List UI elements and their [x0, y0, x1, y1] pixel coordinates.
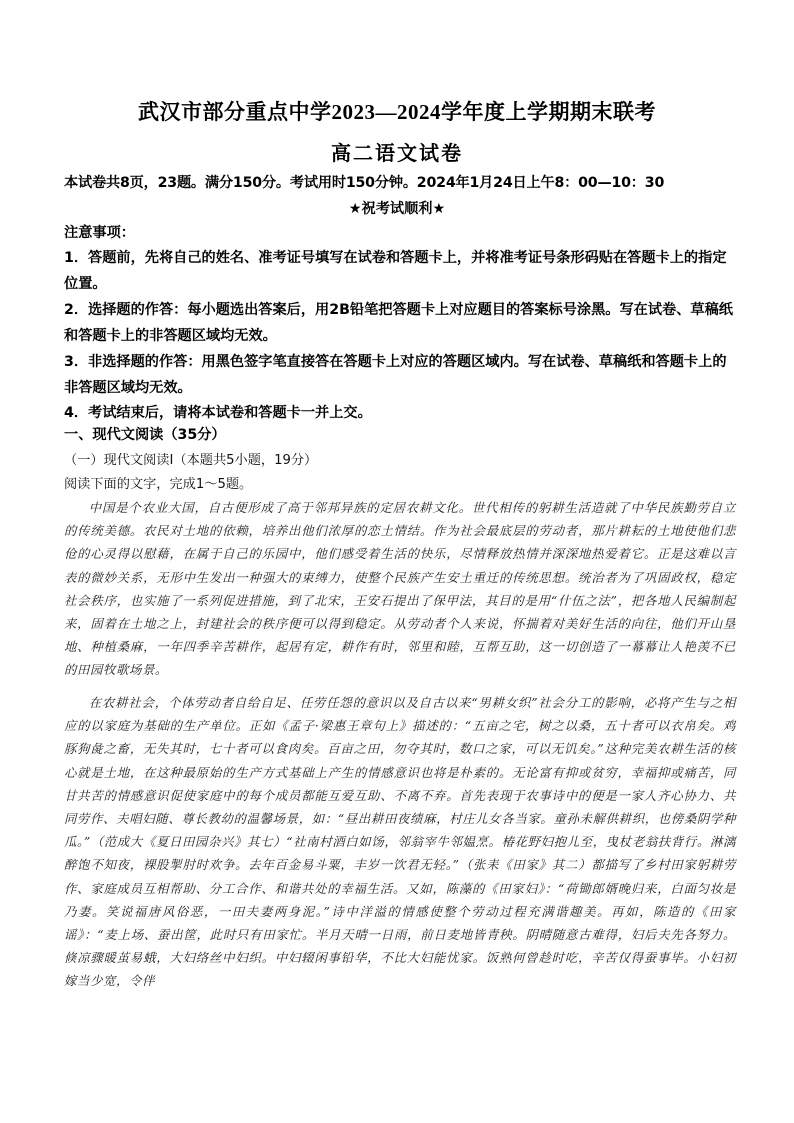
section-heading: 一、现代文阅读（35分）: [64, 427, 226, 443]
section-subheading: （一）现代文阅读Ⅰ（本题共5小题，19分）: [64, 453, 318, 468]
note-item-4: 4．考试结束后，请将本试卷和答题卡一并上交。: [64, 405, 372, 421]
section-instruction: 阅读下面的文字，完成1～5题。: [64, 477, 253, 492]
passage-paragraph-2: 在农耕社会，个体劳动者自给自足、任劳任怨的意识以及自古以来“男耕女织”社会分工的影响，必将产生与之相应的以家庭为基础的生产单位。正如《孟子·梁惠王章句上》描述的：“五亩之宅，树之以桑，五十者可以衣帛矣。鸡豚狗彘之畜，无失其时，七十者可以食肉矣。百亩之田，勿夺其时，数口之家，可以无饥矣。”这种完美农耕生活的核心就是土地，在这种最原始的生产方式基础上产生的情感意识也将是朴素的。无论富有抑或贫穷，幸福抑或痛苦，同甘共苦的情感意识促使家庭中的每个成员都能互爱互助、不离不弃。首先表现于农事诗中的便是一家人齐心协力、共同劳作、夫唱妇随、尊长教幼的温馨场景，如：“昼出耕田夜绩麻，村庄儿女各当家。童孙未解供耕织，也傍桑阴学种瓜。”（范成大《夏日田园杂兴》其七）“社南村酒白如饧，邻翁宰牛邻媪烹。椿花野妇抱儿至，曳杖老翁扶背行。淋漓醉饱不知夜，裸股掣肘时欢争。去年百金易斗粟，丰岁一饮君无轻。”（张耒《田家》其二）都描写了乡村田家躬耕劳作、家庭成员互相帮助、分工合作、和谐共处的幸福生活。又如，陈藻的《田家妇》：“荷锄郎婿晚归来，白面匀妆是乃妻。笑说福唐风俗恶，一田夫妻两身泥。”诗中洋溢的情感使整个劳动过程充满谐趣美。再如，陈造的《田家谣》：“麦上场、蚕出筐，此时只有田家忙。半月天晴一日雨，前日麦地皆青秧。阴晴随意古难得，妇后夫先各努力。倏凉骤暖茧易蛾，大妇络丝中妇织。中妇辍闲事铅华，不比大妇能忧家。饭熟何曾趁时吃，辛苦仅得蚕事毕。小妇初嫁当少宽，令伴: [64, 695, 736, 989]
note-item-2: 2．选择题的作答：每小题选出答案后，用2B铅笔把答题卡上对应题目的答案标号涂黑。写在试卷、草稿纸和答题卡上的非答题区域均无效。: [64, 302, 733, 344]
exam-wish: ★祝考试顺利★: [348, 201, 446, 217]
note-item-3: 3．非选择题的作答：用黑色签字笔直接答在答题卡上对应的答题区域内。写在试卷、草稿纸和答题卡上的非答题区域均无效。: [64, 354, 727, 396]
exam-subtitle: 高二语文试卷: [331, 143, 463, 165]
exam-info: 本试卷共8页，23题。满分150分。考试用时150分钟。2024年1月24日上午8：00—10：30: [64, 175, 665, 191]
note-item-1: 1．答题前，先将自己的姓名、准考证号填写在试卷和答题卡上，并将准考证号条形码贴在答题卡上的指定位置。: [64, 250, 727, 292]
notes-title: 注意事项：: [64, 225, 135, 241]
passage-paragraph-1: 中国是个农业大国，自古便形成了高于邻邦异族的定居农耕文化。世代相传的躬耕生活造就了中华民族勤劳自立的传统美德。农民对土地的依赖，培养出他们浓厚的恋土情结。作为社会最底层的劳动者，那片耕耘的土地使他们悲伧的心灵得以慰藉，在属于自己的乐园中，他们感受着生活的快乐，尽情释放热情并深深地热爱着它。正是这难以言表的微妙关系，无形中生发出一种强大的束缚力，使整个民族产生安土重迁的传统思想。统治者为了巩固政权，稳定社会秩序，也实施了一系列促进措施，到了北宋，王安石提出了保甲法，其目的是用“什伍之法”，把各地人民编制起来，固着在土地之上，封建社会的秩序便可以得到稳定。从劳动者个人来说，怀揣着对美好生活的向往，他们开山垦地、种植桑麻，一年四季辛苦耕作，起居有定，耕作有时，邻里和睦，互帮互助，这一切创造了一幕幕让人艳羡不已的田园牧歌场景。: [64, 500, 736, 678]
exam-title: 武汉市部分重点中学2023—2024学年度上学期期末联考: [138, 100, 656, 124]
